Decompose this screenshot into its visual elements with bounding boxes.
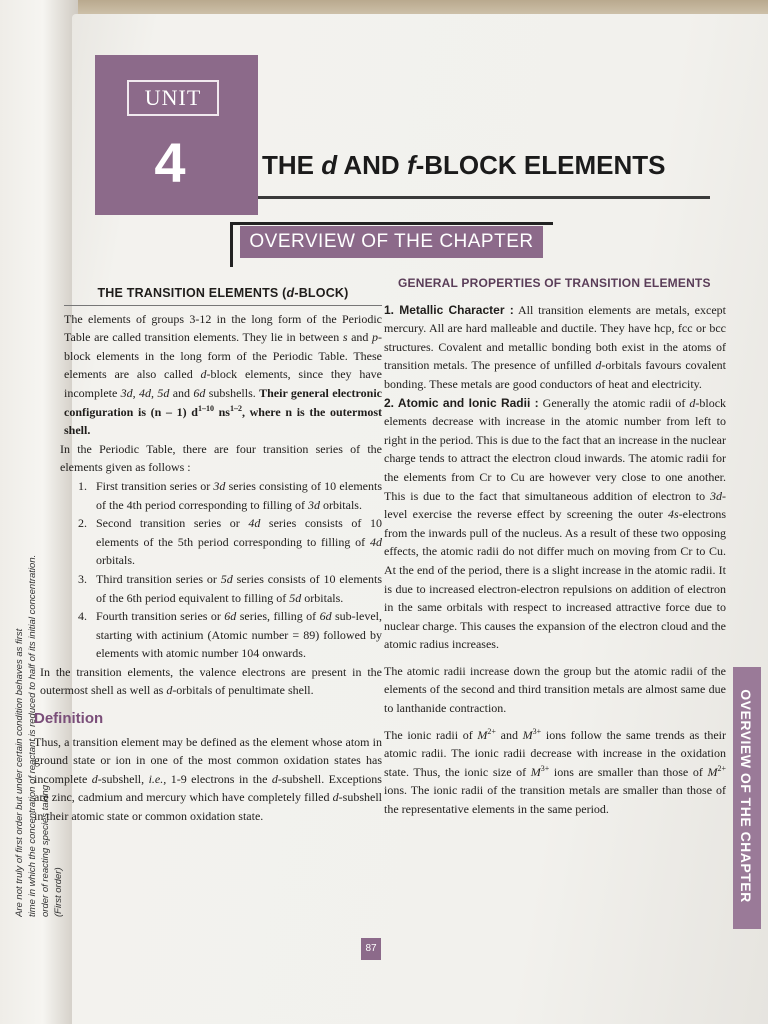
unit-number: 4 xyxy=(154,131,186,194)
section-heading-properties: GENERAL PROPERTIES OF TRANSITION ELEMENTS xyxy=(398,276,711,290)
facing-line: (First order) xyxy=(53,867,64,917)
group-trend-paragraph: The atomic radii increase down the group but the atomic radii of the elements of the second and third transition metals are almost same due to lanthanide contraction. xyxy=(384,663,726,716)
list-item: 2. Second transition series or 4d series consists of 10 elements of the 5th period corresponding to filling of 4d orbitals. xyxy=(78,516,382,568)
facing-line: Are not truly of first order but under certain condition behaves as first xyxy=(14,628,25,917)
series-intro: In the Periodic Table, there are four transition series of the elements given as follows : xyxy=(60,441,382,475)
series-list xyxy=(34,477,382,663)
left-column xyxy=(34,284,382,826)
side-tab-label: OVERVIEW OF THE CHAPTER xyxy=(738,689,754,903)
list-item: 3. Third transition series or 5d series consists of 10 elements of the 6th period equivalent to filling of 5d orbitals. xyxy=(78,571,382,605)
overview-banner: OVERVIEW OF THE CHAPTER xyxy=(240,226,543,258)
facing-line: order of reacting species taking xyxy=(40,784,51,917)
valence-paragraph: In the transition elements, the valence electrons are present in the outermost shell as well as d-orbitals of penultimate shell. xyxy=(40,664,382,698)
section-heading-transition: THE TRANSITION ELEMENTS (d-BLOCK) xyxy=(64,284,382,306)
definition-paragraph: Thus, a transition element may be defined as the element whose atom in ground state or ion in one of the most common oxidation states has incomplete d-subshell, i.e., 1-9 electrons in the d-subshell. Exceptions are zinc, cadmium and mercury which have completely filled d-subshell in their atomic state or common oxidation state. xyxy=(34,734,382,824)
definition-heading: Definition xyxy=(34,710,104,728)
ionic-radii-paragraph: The ionic radii of $M^{2+}$ and $M^{3+}$ ions follow the same trends as their atomic radii. The ionic radii decrease with increase in the oxidation state. Thus, the ionic size of $M^{3+}$ ions are smaller than those of $M^{2+}$ ions. The ionic radii of the transition metals are smaller than those of the representative elements in the same period. xyxy=(384,726,726,817)
unit-label: UNIT xyxy=(127,80,219,116)
header-rule xyxy=(258,196,710,199)
right-column xyxy=(384,274,726,819)
facing-line: time in which the concentration of reactant is reduced to half of its initial concentration. xyxy=(27,554,38,917)
list-item: 1. First transition series or 3d series consisting of 10 elements of the 4th period corresponding to filling of 3d orbitals. xyxy=(78,478,383,512)
radii-paragraph: 2. Atomic and Ionic Radii : Generally the atomic radii of d-block elements decrease with increase in the atomic number from left to right in the period. This is due to the fact that an increase in the nuclear charge tends to attract the electron cloud inwards. The atomic radii for the elements from Cr to Cu are however very close to one another. This is due to the fact that simultaneous addition of electron to 3d-level exercise the reverse effect by screening the outer 4s-electrons from the inwards pull of the nucleus. As a result of these two opposing effects, the atomic radii do not differ much on moving from Cr to Cu. At the end of the period, there is a slight increase in the atomic radii. It is due to increased electron-electron repulsions on addition of electron in the same orbitals with respect to increased attractive force due to nuclear charge. This causes the expansion of the electron cloud and the atomic radius increases. xyxy=(384,395,727,652)
metallic-paragraph: 1. Metallic Character : All transition elements are metals, except mercury. All are hard malleable and ductile. They have hcp, fcc or bcc structures. Covalent and metallic bonding both exist in the atoms of transition metals. The presence of unfilled d-orbitals favours covalent bonding. These metals are good conductors of heat and electricity. xyxy=(384,302,726,391)
page-number: 87 xyxy=(361,938,381,960)
intro-paragraph: The elements of groups 3-12 in the long form of the Periodic Table are called transition elements. They lie in between s and p-block elements in the long form of the Periodic Table. These elements are also called d-block elements, since they have incomplete 3d, 4d, 5d and 6d subshells. Their general electronic configuration is (n – 1) $d^{1-10}$ $ns^{1-2}$, where n is the outermost shell. xyxy=(64,311,383,438)
list-item: 4. Fourth transition series or 6d series, filling of 6d sub-level, starting with actinium (Atomic number = 89) followed by elements with atomic number 104 onwards. xyxy=(78,609,382,661)
chapter-title: THE d AND f-BLOCK ELEMENTS xyxy=(262,150,666,180)
